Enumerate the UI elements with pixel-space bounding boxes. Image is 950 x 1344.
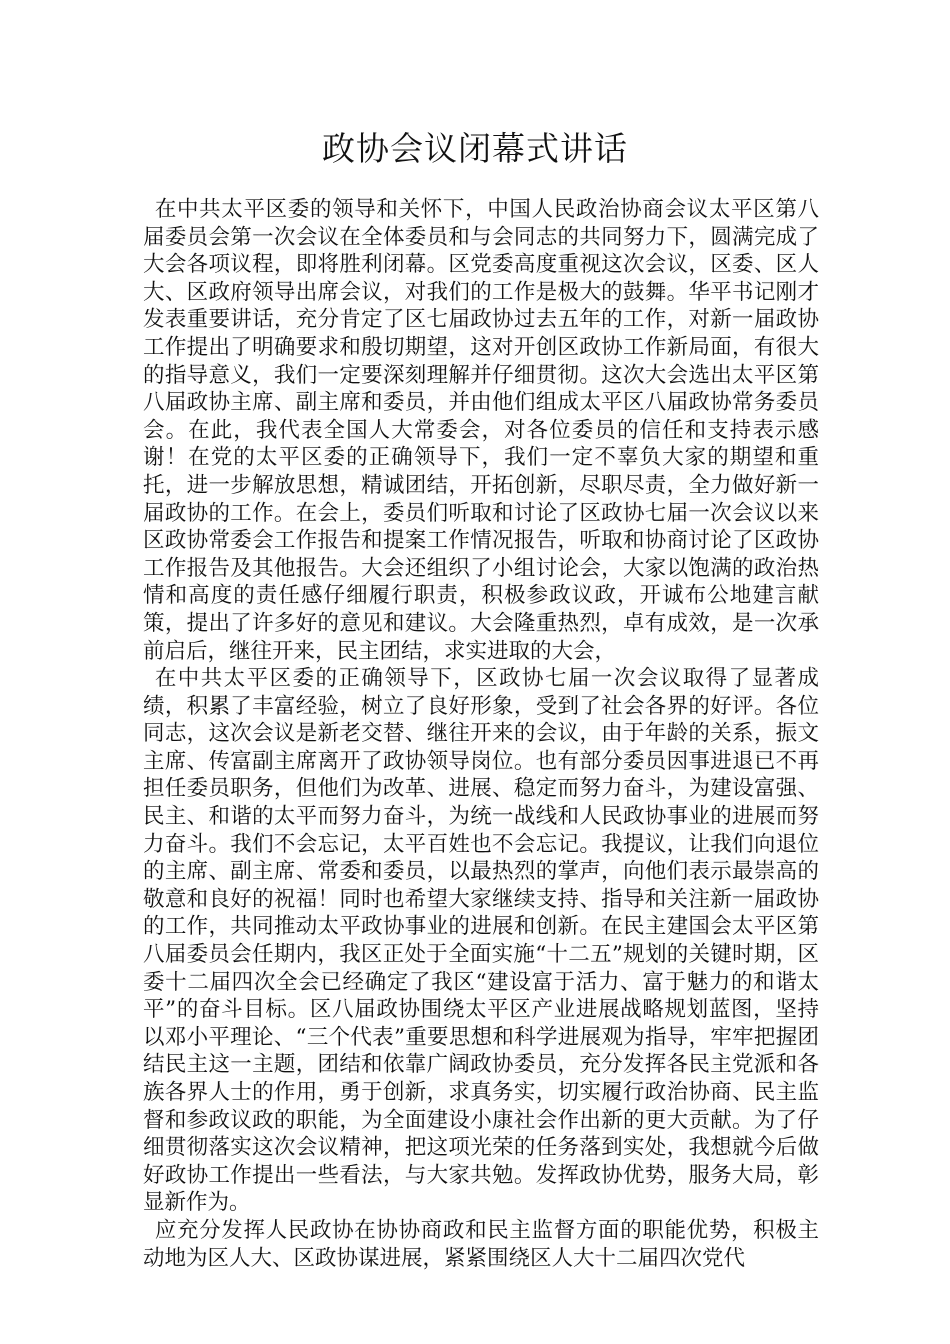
paragraph-3: 应充分发挥人民政协在协协商政和民主监督方面的职能优势，积极主动地为区人大、区政协谋进展，紧紧围绕区人大十二届四次党代 (143, 1217, 819, 1271)
document-body (143, 196, 819, 1272)
paragraph-2: 在中共太平区委的正确领导下，区政协七届一次会议取得了显著成绩，积累了丰富经验，树立了良好形象，受到了社会各界的好评。各位同志，这次会议是新老交替、继往开来的会议，由于年龄的关系，振文主席、传富副主席离开了政协领导岗位。也有部分委员因事进退已不再担任委员职务，但他们为改革、进展、稳定而努力奋斗，为建设富强、民主、和谐的太平而努力奋斗，为统一战线和人民政协事业的进展而努力奋斗。我们不会忘记，太平百姓也不会忘记。我提议，让我们向退位的主席、副主席、常委和委员，以最热烈的掌声，向他们表示最崇高的敬意和良好的祝福！同时也希望大家继续支持、指导和关注新一届政协的工作，共同推动太平政协事业的进展和创新。在民主建国会太平区第八届委员会任期内，我区正处于全面实施“十二五”规划的关键时期，区委十二届四次全会已经确定了我区“建设富于活力、富于魅力的和谐太平”的奋斗目标。区八届政协围绕太平区产业进展战略规划蓝图，坚持以邓小平理论、“三个代表”重要思想和科学进展观为指导，牢牢把握团结民主这一主题，团结和依靠广阔政协委员，充分发挥各民主党派和各族各界人士的作用，勇于创新，求真务实，切实履行政治协商、民主监督和参政议政的职能，为全面建设小康社会作出新的更大贡献。为了仔细贯彻落实这次会议精神，把这项光荣的任务落到实处，我想就今后做好政协工作提出一些看法，与大家共勉。发挥政协优势，服务大局，彰显新作为。 (143, 666, 819, 1216)
paragraph-1: 在中共太平区委的领导和关怀下，中国人民政治协商会议太平区第八届委员会第一次会议在全体委员和与会同志的共同努力下，圆满完成了大会各项议程，即将胜利闭幕。区党委高度重视这次会议，区委、区人大、区政府领导出席会议，对我们的工作是极大的鼓舞。华平书记刚才发表重要讲话，充分肯定了区七届政协过去五年的工作，对新一届政协工作提出了明确要求和殷切期望，这对开创区政协工作新局面，有很大的指导意义，我们一定要深刻理解并仔细贯彻。这次大会选出太平区第八届政协主席、副主席和委员，并由他们组成太平区八届政协常务委员会。在此，我代表全国人大常委会，对各位委员的信任和支持表示感谢！在党的太平区委的正确领导下，我们一定不辜负大家的期望和重托，进一步解放思想，精诚团结，开拓创新，尽职尽责，全力做好新一届政协的工作。在会上，委员们听取和讨论了区政协七届一次会议以来区政协常委会工作报告和提案工作情况报告，听取和协商讨论了区政协工作报告及其他报告。大会还组织了小组讨论会，大家以饱满的政治热情和高度的责任感仔细履行职责，积极参政议政，开诚布公地建言献策，提出了许多好的意见和建议。大会隆重热烈，卓有成效，是一次承前启后，继往开来，民主团结，求实进取的大会， (143, 197, 819, 664)
document-title: 政协会议闭幕式讲话 (322, 129, 628, 168)
